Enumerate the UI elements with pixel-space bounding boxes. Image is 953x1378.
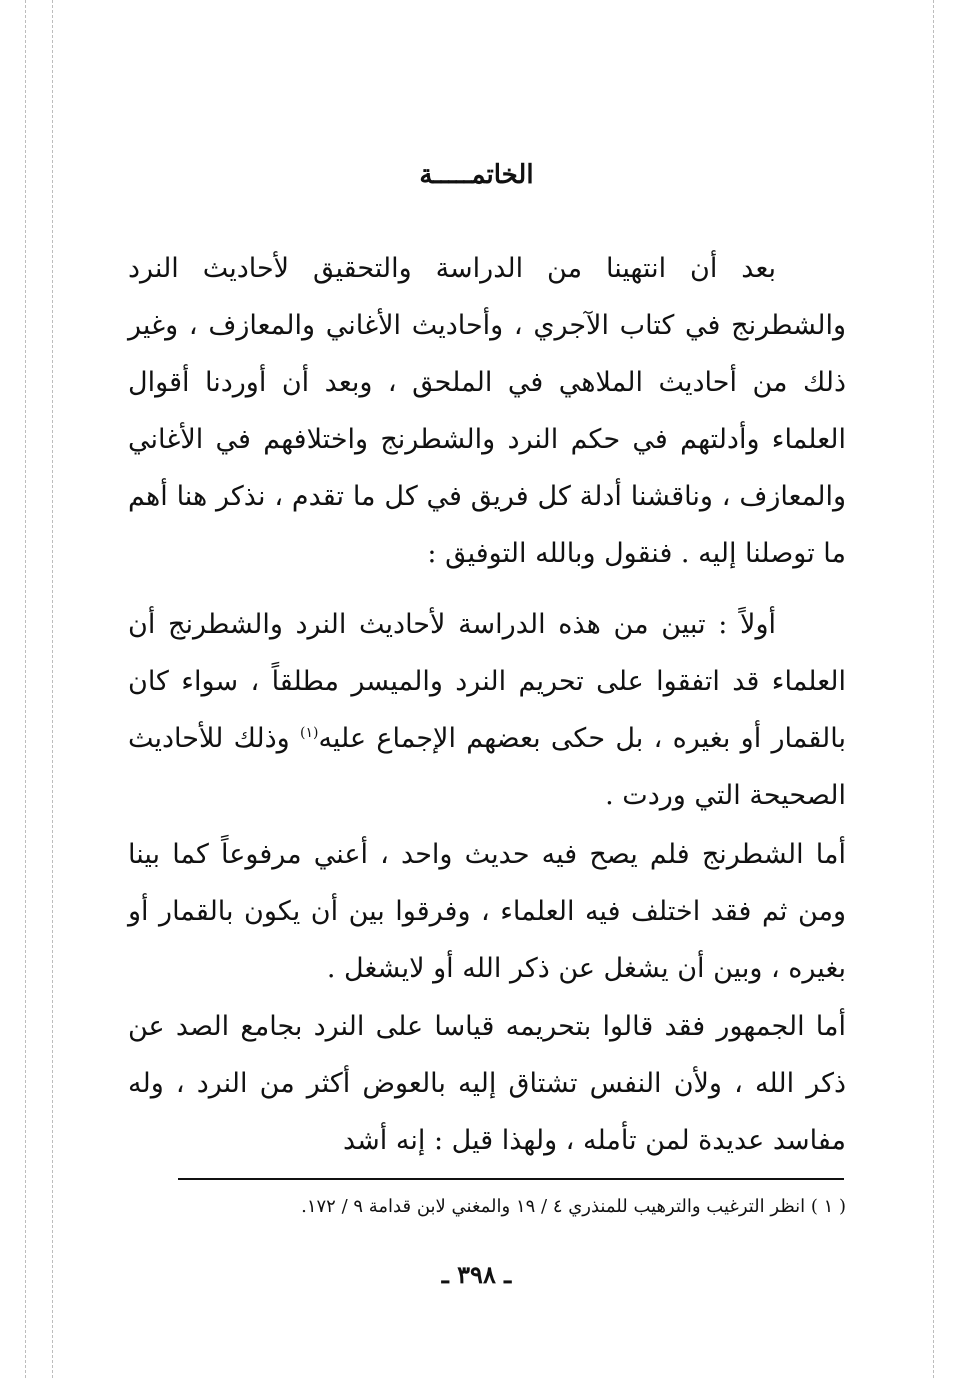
paragraph-text: أما الشطرنج فلم يصح فيه حديث واحد ، أعني مرفوعاً كما بينا ومن ثم فقد اختلف فيه العلماء ، وفرقوا بين أن يكون بالقمار أو بغيره ، وبين أن يشغل عن ذكر الله أو لايشغل . <box>128 839 846 984</box>
footnote: ( ١ ) انظر الترغيب والترهيب للمنذري ٤ / ١٩ والمغني لابن قدامة ٩ / ١٧٢. <box>301 1196 846 1217</box>
footnote-divider <box>178 1178 844 1180</box>
paragraph-main: أولاً : تبين من هذه الدراسة لأحاديث النرد والشطرنج أن العلماء قد اتفقوا على تحريم النرد والميسر مطلقاً ، سواء كان بالقمار أو بغيره ، بل حكى بعضهم الإجماع عليه <box>128 609 847 754</box>
scan-fold-line-right <box>933 0 934 1378</box>
scan-fold-line-left <box>25 0 26 1378</box>
paragraph-first-point <box>128 596 846 824</box>
paragraph-tail: وذلك للأحاديث الصحيحة التي وردت . <box>128 723 846 811</box>
footnote-reference: (١) <box>299 725 319 741</box>
paragraph-text <box>128 596 846 824</box>
paragraph-intro <box>128 240 846 582</box>
page-number: ـ ٣٩٨ ـ <box>441 1260 512 1289</box>
chapter-title: الخاتمـــــة <box>419 160 534 190</box>
paragraph-chess <box>128 826 846 997</box>
paragraph-text: بعد أن انتهينا من الدراسة والتحقيق لأحاديث النرد والشطرنج في كتاب الآجري ، وأحاديث الأغاني والمعازف ، وغير ذلك من أحاديث الملاهي في الملحق ، وبعد أن أوردنا أقوال العلماء وأدلتهم في حكم النرد والشطرنج واختلافهم في الأغاني والمعازف ، وناقشنا أدلة كل فريق في كل ما تقدم ، نذكر هنا أهم ما توصلنا إليه . فنقول وبالله التوفيق : <box>128 253 846 569</box>
paragraph-text: أما الجمهور فقد قالوا بتحريمه قياسا على النرد بجامع الصد عن ذكر الله ، ولأن النفس تشتاق إليه بالعوض أكثر من النرد ، وله مفاسد عديدة لمن تأمله ، ولهذا قيل : إنه أشد <box>128 1011 846 1156</box>
paragraph-majority <box>128 998 846 1169</box>
scan-fold-line-inner <box>52 0 53 1378</box>
